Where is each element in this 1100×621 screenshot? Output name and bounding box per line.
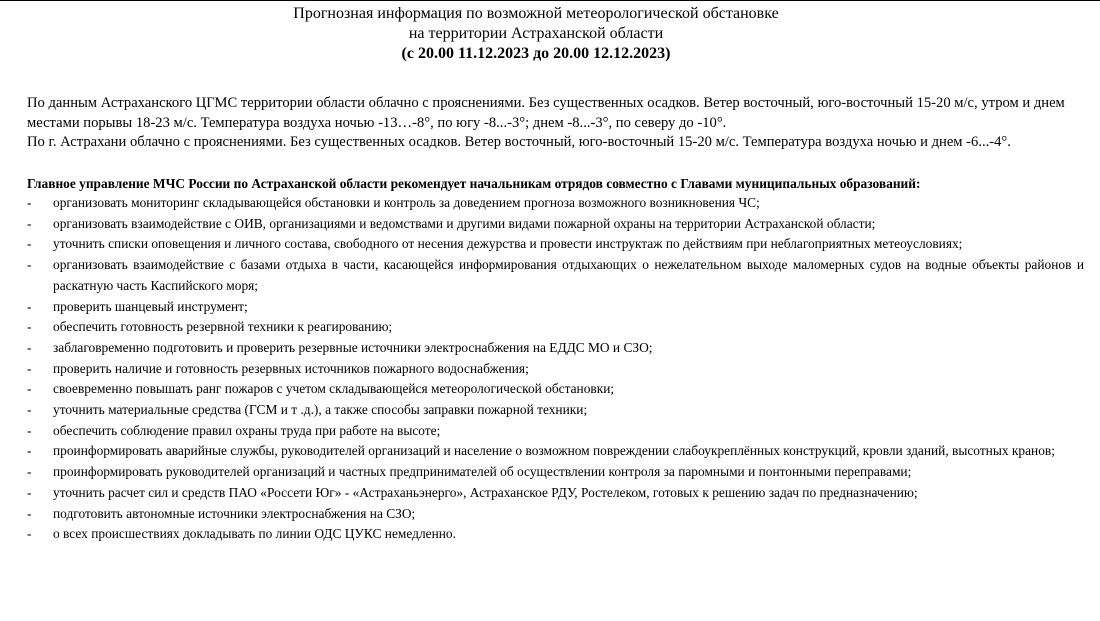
dash-bullet: - <box>27 464 32 480</box>
list-item <box>27 379 1084 400</box>
list-item-text: проинформировать руководителей организаций и частных предпринимателей об осуществлении контроля за паромными и понтонными переправами; <box>53 464 912 480</box>
recommendations-title: Главное управление МЧС России по Астраханской области рекомендует начальникам отрядов совместно с Главами муниципальных образований: <box>27 176 921 191</box>
list-item-text: обеспечить соблюдение правил охраны труда при работе на высоте; <box>53 422 441 438</box>
recommendations-list <box>27 193 1084 545</box>
dash-bullet: - <box>27 381 32 397</box>
dash-bullet: - <box>27 319 32 335</box>
forecast-region-paragraph: По данным Астраханского ЦГМС территории области облачно с прояснениями. Без существенных осадков. Ветер восточный, юго-восточный 15-20 м/с, утром и днем местами порывы 18-23 м/с. Температура воздуха ночью -13…-8°, по югу -8...-3°; днем -8...-3°, по северу до -10°. <box>27 95 1065 131</box>
list-item <box>27 317 1084 338</box>
list-item <box>27 234 1084 255</box>
list-item <box>27 504 1084 525</box>
list-item-text: проверить шанцевый инструмент; <box>53 298 248 314</box>
dash-bullet: - <box>27 484 32 500</box>
header-period: (с 20.00 11.12.2023 до 20.00 12.12.2023) <box>401 45 671 62</box>
dash-bullet: - <box>27 402 32 418</box>
list-item-text: о всех происшествиях докладывать по линии ОДС ЦУКС немедленно. <box>53 526 456 542</box>
list-item-text: подготовить автономные источники электроснабжения на СЗО; <box>53 505 416 521</box>
list-item <box>27 400 1084 421</box>
dash-bullet: - <box>27 298 32 314</box>
list-item <box>27 255 1084 296</box>
list-item-text: обеспечить готовность резервной техники к реагированию; <box>53 319 393 335</box>
list-item-text: своевременно повышать ранг пожаров с учетом складывающейся метеорологической обстановки; <box>53 381 615 397</box>
list-item <box>27 193 1084 214</box>
dash-bullet: - <box>27 526 32 542</box>
dash-bullet: - <box>27 195 32 210</box>
document-header <box>0 4 1072 64</box>
list-item <box>27 338 1084 359</box>
list-item <box>27 483 1084 504</box>
list-item <box>27 359 1084 380</box>
list-item-text: уточнить расчет сил и средств ПАО «Россети Юг» - «Астраханьэнерго», Астраханское РДУ, Ростелеком, готовых к решению задач по предназначению; <box>53 484 918 500</box>
list-item-text: заблаговременно подготовить и проверить резервные источники электроснабжения на ЕДДС МО и СЗО; <box>53 339 653 355</box>
forecast-section <box>27 94 1084 153</box>
dash-bullet: - <box>27 360 32 376</box>
header-title-line-2: на территории Астраханской области <box>408 25 664 42</box>
dash-bullet: - <box>27 422 32 438</box>
list-item <box>27 462 1084 483</box>
list-item-text: уточнить материальные средства (ГСМ и т .д.), а также способы заправки пожарной техники; <box>53 402 588 418</box>
list-item-text: проинформировать аварийные службы, руководителей организаций и население о возможном повреждении слабоукреплённых конструкций, кровли зданий, высотных кранов; <box>53 443 1055 459</box>
list-item-text: уточнить списки оповещения и личного состава, свободного от несения дежурства и провести инструктаж по действиям при неблагоприятных метеоусловиях; <box>53 236 963 252</box>
list-item <box>27 297 1084 318</box>
dash-bullet: - <box>27 257 32 273</box>
list-item <box>27 214 1084 235</box>
header-title-line-1: Прогнозная информация по возможной метеорологической обстановке <box>293 5 779 22</box>
dash-bullet: - <box>27 236 32 252</box>
dash-bullet: - <box>27 339 32 355</box>
list-item <box>27 421 1084 442</box>
list-item-text: проверить наличие и готовность резервных источников пожарного водоснабжения; <box>53 360 529 376</box>
list-item <box>27 524 1084 545</box>
list-item <box>27 441 1084 462</box>
dash-bullet: - <box>27 215 32 231</box>
dash-bullet: - <box>27 443 32 459</box>
list-item-text: организовать мониторинг складывающейся обстановки и контроль за доведением прогноза возможного возникновения ЧС; <box>53 195 760 210</box>
top-border-line <box>0 0 1100 1</box>
list-item-text: организовать взаимодействие с ОИВ, организациями и ведомствами и другими видами пожарной охраны на территории Астраханской области; <box>53 215 876 231</box>
dash-bullet: - <box>27 505 32 521</box>
forecast-city-paragraph: По г. Астрахани облачно с прояснениями. Без существенных осадков. Ветер восточный, юго-восточный 15-20 м/с. Температура воздуха ночью и днем -6...-4°. <box>27 134 1011 150</box>
list-item-text: организовать взаимодействие с базами отдыха в части, касающейся информирования отдыхающих о нежелательном выходе маломерных судов на водные объекты районов и раскатную часть Каспийского моря; <box>53 257 1084 293</box>
